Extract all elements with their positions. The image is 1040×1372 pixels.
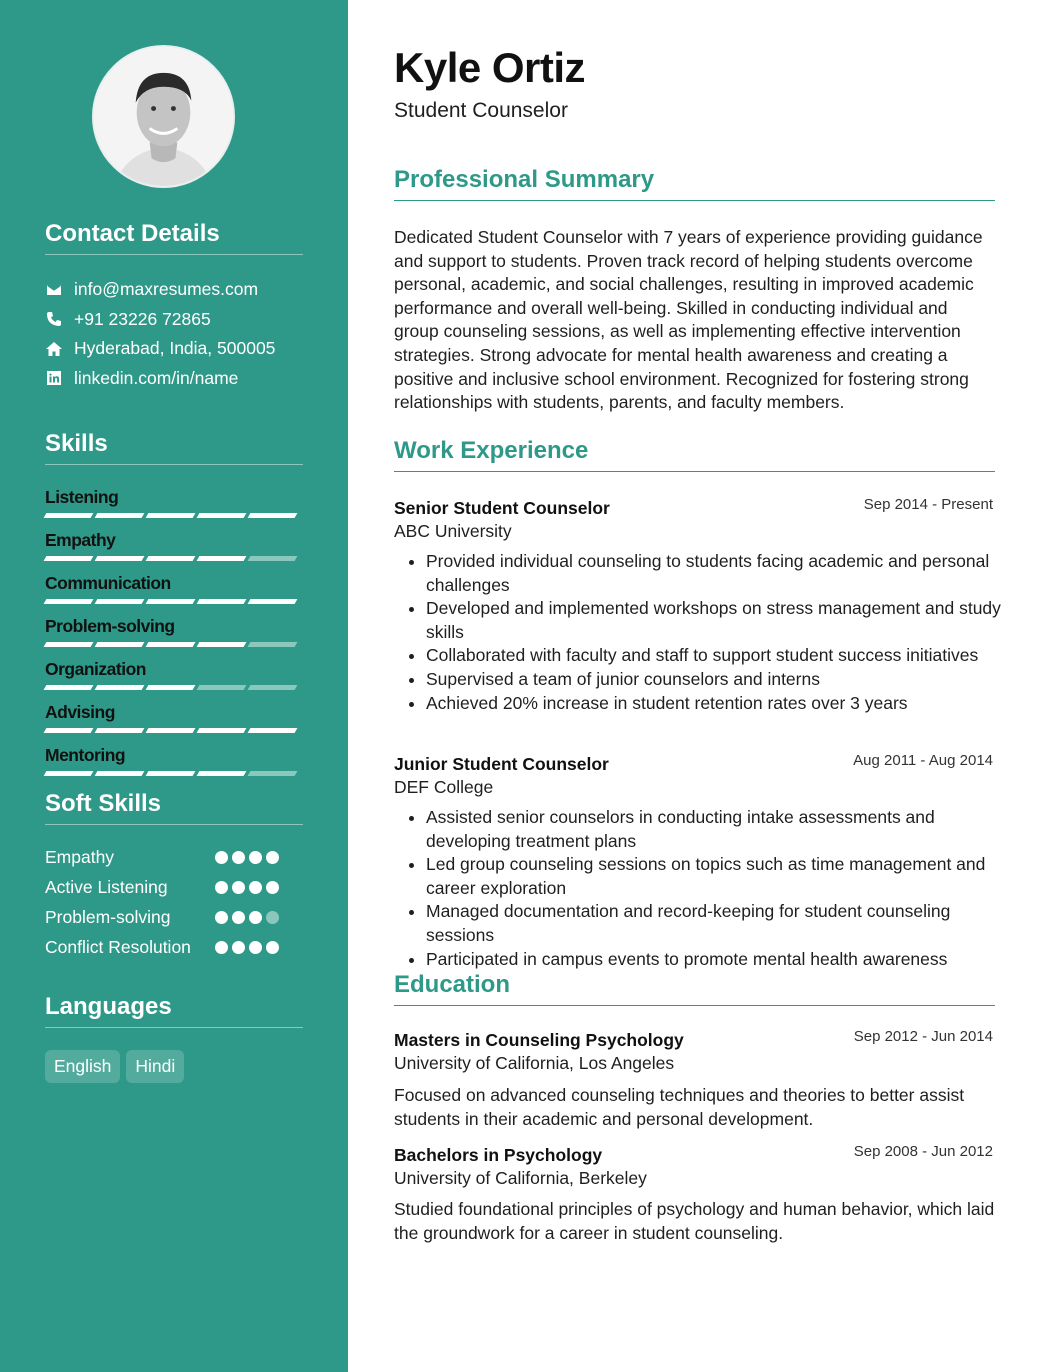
rating-dot bbox=[232, 941, 245, 954]
skill-level-segment bbox=[248, 599, 298, 604]
skill-name: Problem-solving bbox=[45, 616, 175, 636]
soft-skill-name: Active Listening bbox=[45, 877, 168, 897]
skill-level-bar bbox=[45, 599, 296, 604]
rating-dot bbox=[266, 851, 279, 864]
skill-level-segment bbox=[248, 771, 298, 776]
degree-title: Masters in Counseling Psychology bbox=[394, 1030, 684, 1050]
contact-section bbox=[45, 220, 303, 393]
skill-level-segment bbox=[146, 771, 196, 776]
skill-name: Listening bbox=[45, 487, 119, 507]
list-item: • Participated in campus events to promote mental health awareness bbox=[426, 948, 1016, 972]
contact-linkedin-text: linkedin.com/in/name bbox=[74, 367, 239, 388]
job-entry bbox=[394, 498, 995, 542]
languages-section bbox=[45, 993, 303, 1083]
soft-skill-name: Conflict Resolution bbox=[45, 937, 191, 957]
skill-item bbox=[45, 487, 303, 530]
contact-list bbox=[45, 275, 303, 393]
summary-text: Dedicated Student Counselor with 7 years of experience providing guidance and support to students. Proven track record of helping students overcome personal, academic, and social challenges, resulting in improved academic performance and overall well-being. Skilled in conducting individual and group counseling sessions, as well as implementing effective intervention strategies. Strong advocate for mental health awareness and creating a positive and inclusive school environment. Recognized for fostering strong relationships with students, parents, and faculty members. bbox=[394, 227, 983, 413]
skill-level-bar bbox=[45, 556, 296, 561]
list-item: • Led group counseling sessions on topics such as time management and career exploration bbox=[426, 853, 1016, 900]
skill-level-bar bbox=[45, 685, 296, 690]
skill-item bbox=[45, 573, 303, 616]
skill-item bbox=[45, 659, 303, 702]
soft-skill-item bbox=[45, 876, 303, 899]
skill-level-segment bbox=[197, 513, 247, 518]
skills-title: Skills bbox=[45, 430, 303, 465]
skill-level-segment bbox=[95, 642, 145, 647]
skill-level-segment bbox=[248, 642, 298, 647]
candidate-role: Student Counselor bbox=[394, 99, 568, 122]
skill-level-segment bbox=[95, 599, 145, 604]
skill-level-segment bbox=[248, 728, 298, 733]
list-item: • Collaborated with faculty and staff to support student success initiatives bbox=[426, 644, 1016, 668]
degree-title: Bachelors in Psychology bbox=[394, 1145, 603, 1165]
list-item: • Developed and implemented workshops on stress management and study skills bbox=[426, 597, 1016, 644]
job-entry bbox=[394, 754, 995, 798]
linkedin-icon bbox=[45, 369, 63, 387]
skill-level-bar bbox=[45, 771, 296, 776]
envelope-icon bbox=[45, 281, 63, 299]
skill-level-segment bbox=[44, 556, 94, 561]
skill-name: Empathy bbox=[45, 530, 116, 550]
soft-skills-title: Soft Skills bbox=[45, 790, 303, 825]
soft-skill-name: Empathy bbox=[45, 847, 115, 867]
education-description: Studied foundational principles of psychology and human behavior, which laid the groundwork for a career in student counseling. bbox=[394, 1199, 995, 1243]
rating-dot bbox=[249, 881, 262, 894]
sidebar bbox=[0, 0, 348, 1372]
skill-level-segment bbox=[248, 513, 298, 518]
job-date: Sep 2014 - Present bbox=[863, 496, 993, 513]
rating-dot bbox=[232, 851, 245, 864]
skill-item bbox=[45, 616, 303, 659]
skill-level-segment bbox=[248, 556, 298, 561]
list-item: • Assisted senior counselors in conducting intake assessments and developing treatment plans bbox=[426, 806, 1016, 853]
job-bullets bbox=[394, 550, 1016, 715]
skill-level-segment bbox=[146, 728, 196, 733]
education-entry bbox=[394, 1030, 995, 1074]
skill-level-segment bbox=[146, 556, 196, 561]
soft-skill-item bbox=[45, 846, 303, 869]
skill-level-segment bbox=[146, 599, 196, 604]
skill-level-segment bbox=[146, 513, 196, 518]
soft-skills-section bbox=[45, 790, 303, 966]
avatar-illustration bbox=[94, 47, 233, 186]
skill-level-segment bbox=[248, 685, 298, 690]
languages-list bbox=[45, 1050, 303, 1083]
job-bullets bbox=[394, 806, 1016, 971]
skill-level-segment bbox=[95, 771, 145, 776]
skill-level-segment bbox=[95, 513, 145, 518]
contact-phone[interactable] bbox=[45, 305, 303, 335]
skill-level-segment bbox=[44, 599, 94, 604]
list-item: • Achieved 20% increase in student retention rates over 3 years bbox=[426, 692, 1016, 716]
languages-title: Languages bbox=[45, 993, 303, 1028]
contact-email[interactable] bbox=[45, 275, 303, 305]
rating-dot bbox=[215, 881, 228, 894]
skills-section bbox=[45, 430, 303, 788]
list-item: • Supervised a team of junior counselors and interns bbox=[426, 668, 1016, 692]
job-organization: ABC University bbox=[394, 521, 512, 541]
rating-dot bbox=[266, 911, 279, 924]
skill-level-segment bbox=[95, 728, 145, 733]
job-title: Senior Student Counselor bbox=[394, 498, 610, 518]
rating-dot bbox=[266, 881, 279, 894]
soft-skill-rating bbox=[215, 941, 279, 954]
rating-dot bbox=[215, 911, 228, 924]
skills-list bbox=[45, 487, 303, 788]
rating-dot bbox=[232, 911, 245, 924]
rating-dot bbox=[249, 851, 262, 864]
skill-level-segment bbox=[44, 513, 94, 518]
rating-dot bbox=[232, 881, 245, 894]
skill-level-segment bbox=[95, 685, 145, 690]
education-description: Focused on advanced counseling techniques and theories to better assist students in their academic and personal development. bbox=[394, 1085, 965, 1129]
contact-title: Contact Details bbox=[45, 220, 303, 255]
skill-level-segment bbox=[44, 685, 94, 690]
school-name: University of California, Berkeley bbox=[394, 1168, 647, 1188]
soft-skills-list bbox=[45, 846, 303, 959]
experience-title: Work Experience bbox=[394, 437, 995, 472]
skill-level-bar bbox=[45, 513, 296, 518]
soft-skill-rating bbox=[215, 911, 279, 924]
soft-skill-rating bbox=[215, 851, 279, 864]
skill-level-segment bbox=[197, 771, 247, 776]
candidate-name: Kyle Ortiz bbox=[394, 44, 586, 91]
profile-photo bbox=[92, 45, 235, 188]
contact-phone-text: +91 23226 72865 bbox=[74, 308, 211, 329]
skill-name: Mentoring bbox=[45, 745, 126, 765]
skill-level-segment bbox=[197, 599, 247, 604]
job-organization: DEF College bbox=[394, 777, 494, 797]
language-tag: English bbox=[45, 1050, 120, 1083]
job-date: Aug 2011 - Aug 2014 bbox=[853, 752, 993, 769]
skill-name: Organization bbox=[45, 659, 146, 679]
education-entry bbox=[394, 1145, 995, 1189]
skill-level-bar bbox=[45, 728, 296, 733]
contact-email-text: info@maxresumes.com bbox=[74, 279, 259, 300]
skill-level-bar bbox=[45, 642, 296, 647]
school-name: University of California, Los Angeles bbox=[394, 1053, 675, 1073]
education-date: Sep 2012 - Jun 2014 bbox=[853, 1028, 993, 1045]
contact-address bbox=[45, 334, 303, 364]
contact-address-text: Hyderabad, India, 500005 bbox=[74, 338, 276, 359]
home-icon bbox=[45, 340, 63, 358]
skill-item bbox=[45, 745, 303, 788]
skill-name: Communication bbox=[45, 573, 171, 593]
rating-dot bbox=[249, 941, 262, 954]
rating-dot bbox=[249, 911, 262, 924]
skill-name: Advising bbox=[45, 702, 115, 722]
soft-skill-rating bbox=[215, 881, 279, 894]
skill-level-segment bbox=[44, 771, 94, 776]
education-title: Education bbox=[394, 971, 995, 1006]
phone-icon bbox=[45, 310, 63, 328]
skill-level-segment bbox=[95, 556, 145, 561]
education-date: Sep 2008 - Jun 2012 bbox=[853, 1143, 993, 1160]
list-item: • Managed documentation and record-keeping for student counseling sessions bbox=[426, 900, 1016, 947]
list-item: • Provided individual counseling to students facing academic and personal challenges bbox=[426, 550, 1016, 597]
skill-level-segment bbox=[146, 642, 196, 647]
skill-item bbox=[45, 702, 303, 745]
skill-item bbox=[45, 530, 303, 573]
rating-dot bbox=[215, 941, 228, 954]
job-title: Junior Student Counselor bbox=[394, 754, 609, 774]
rating-dot bbox=[266, 941, 279, 954]
skill-level-segment bbox=[197, 728, 247, 733]
soft-skill-item bbox=[45, 936, 303, 959]
summary-title: Professional Summary bbox=[394, 166, 995, 201]
soft-skill-item bbox=[45, 906, 303, 929]
skill-level-segment bbox=[197, 556, 247, 561]
skill-level-segment bbox=[44, 728, 94, 733]
skill-level-segment bbox=[197, 642, 247, 647]
contact-linkedin[interactable] bbox=[45, 364, 303, 394]
skill-level-segment bbox=[44, 642, 94, 647]
rating-dot bbox=[215, 851, 228, 864]
soft-skill-name: Problem-solving bbox=[45, 907, 171, 927]
skill-level-segment bbox=[197, 685, 247, 690]
language-tag: Hindi bbox=[126, 1050, 184, 1083]
skill-level-segment bbox=[146, 685, 196, 690]
